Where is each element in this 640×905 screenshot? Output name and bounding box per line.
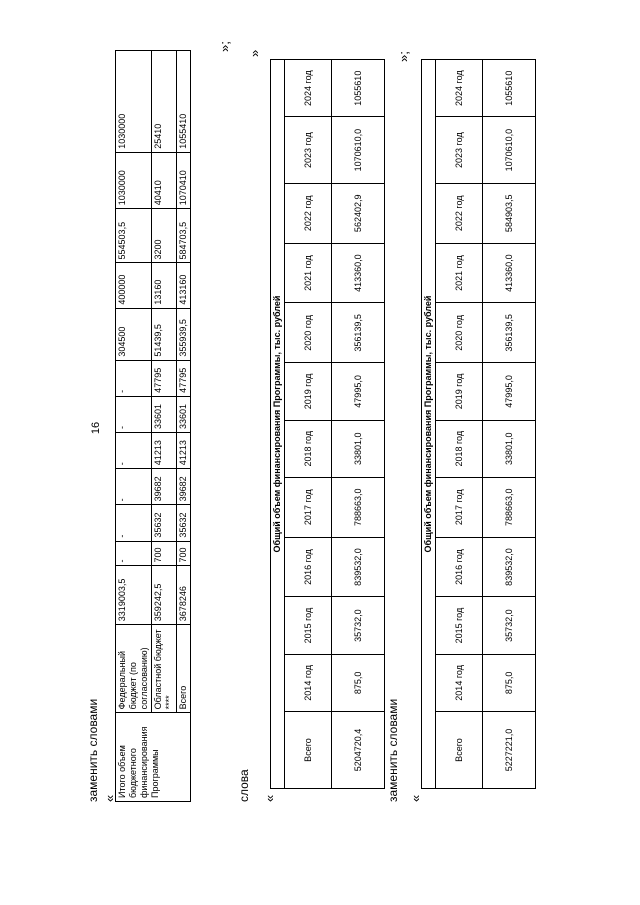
financing-table-old (270, 59, 385, 789)
header-row (436, 60, 483, 789)
table-cell: - (116, 433, 152, 469)
close-quote: »; (217, 41, 232, 52)
table-cell: 3319003,5 (116, 566, 152, 625)
caption-row (422, 60, 436, 789)
table-cell: 3200 (152, 209, 177, 263)
table-cell: 41213 (152, 433, 177, 469)
table-caption: Общий объем финансирования Программы, тыс. рублей (422, 60, 436, 789)
table-row (116, 51, 152, 802)
year-header: 2014 год (285, 654, 332, 711)
table-row (332, 60, 385, 789)
year-header: 2022 год (436, 183, 483, 243)
year-value: 788663,0 (332, 477, 385, 537)
close-quote: »; (396, 51, 411, 62)
year-header: 2014 год (436, 654, 483, 711)
row-label-total-budget: Итого объем бюджетного финансирования Программы (116, 713, 191, 802)
year-value: 47995,0 (483, 363, 536, 420)
instruction-words: слова (237, 769, 251, 802)
year-header: 2020 год (436, 303, 483, 363)
year-header: 2024 год (285, 60, 332, 117)
year-value: 1070610,0 (483, 117, 536, 184)
table-cell: 1055410 (177, 51, 191, 153)
header-row (285, 60, 332, 789)
year-header: 2015 год (436, 597, 483, 654)
caption-row (271, 60, 285, 789)
year-value: 788663,0 (483, 477, 536, 537)
table-cell: - (116, 469, 152, 505)
year-header: 2018 год (285, 420, 332, 477)
year-header: 2020 год (285, 303, 332, 363)
table-cell: 41213 (177, 433, 191, 469)
year-header: 2023 год (285, 117, 332, 184)
table-cell: 35632 (152, 505, 177, 541)
year-header: 2015 год (285, 597, 332, 654)
table-cell: 3678246 (177, 566, 191, 625)
table-cell: 700 (152, 541, 177, 566)
year-value: 35732,0 (483, 597, 536, 654)
year-value: 35732,0 (332, 597, 385, 654)
budget-table (115, 50, 191, 802)
year-value: 1055610 (483, 60, 536, 117)
year-value: 839532,0 (332, 537, 385, 597)
rotated-content (40, 22, 600, 862)
instruction-replace-with: заменить словами (86, 698, 100, 802)
total-header: Всего (285, 712, 332, 789)
open-quote: « (102, 794, 117, 802)
table-cell: 1030000 (116, 152, 152, 208)
table-cell: 304500 (116, 308, 152, 360)
table-cell: 554503,5 (116, 209, 152, 263)
funding-source: Федеральный бюджет (по согласованию) (116, 625, 152, 713)
table-cell: 1070410 (177, 152, 191, 208)
open-quote: « (262, 794, 277, 802)
table-cell: - (116, 360, 152, 396)
financing-table-new (421, 59, 536, 789)
year-value: 562402,9 (332, 183, 385, 243)
table-cell: 47795 (152, 360, 177, 396)
table-cell: 413160 (177, 263, 191, 308)
year-header: 2022 год (285, 183, 332, 243)
table-row (177, 51, 191, 802)
table-cell: - (116, 541, 152, 566)
year-value: 1070610,0 (332, 117, 385, 184)
year-header: 2021 год (285, 243, 332, 303)
year-value: 1055610 (332, 60, 385, 117)
table-row (483, 60, 536, 789)
funding-source: Областной бюджет **** (152, 625, 177, 713)
year-header: 2016 год (436, 537, 483, 597)
funding-source: Всего (177, 625, 191, 713)
year-value: 413360,0 (332, 243, 385, 303)
year-value: 839532,0 (483, 537, 536, 597)
close-quote: » (247, 49, 262, 57)
year-value: 356139,5 (332, 303, 385, 363)
open-quote: « (408, 794, 423, 802)
year-header: 2021 год (436, 243, 483, 303)
year-header: 2019 год (436, 363, 483, 420)
table-cell: 700 (177, 541, 191, 566)
year-value: 875,0 (332, 654, 385, 711)
table-cell: 359242,5 (152, 566, 177, 625)
table-row (152, 51, 177, 802)
table-cell: 35632 (177, 505, 191, 541)
year-header: 2024 год (436, 60, 483, 117)
table-cell: 25410 (152, 51, 177, 153)
table-caption: Общий объем финансирования Программы, тыс. рублей (271, 60, 285, 789)
year-value: 33801,0 (483, 420, 536, 477)
year-header: 2018 год (436, 420, 483, 477)
year-value: 584903,5 (483, 183, 536, 243)
table-cell: 584703,5 (177, 209, 191, 263)
instruction-replace-with: заменить словами (386, 698, 400, 802)
total-value: 5204720,4 (332, 712, 385, 789)
year-value: 47995,0 (332, 363, 385, 420)
year-header: 2016 год (285, 537, 332, 597)
year-value: 33801,0 (332, 420, 385, 477)
table-cell: 39682 (152, 469, 177, 505)
table-cell: 40410 (152, 152, 177, 208)
table-cell: 13160 (152, 263, 177, 308)
year-header: 2023 год (436, 117, 483, 184)
table-cell: 47795 (177, 360, 191, 396)
year-value: 413360,0 (483, 243, 536, 303)
page-number: 16 (90, 421, 102, 435)
year-header: 2017 год (436, 477, 483, 537)
table-cell: 51439,5 (152, 308, 177, 360)
table-cell: 355939,5 (177, 308, 191, 360)
table-cell: 33601 (177, 396, 191, 432)
table-cell: - (116, 396, 152, 432)
year-header: 2017 год (285, 477, 332, 537)
year-header: 2019 год (285, 363, 332, 420)
year-value: 875,0 (483, 654, 536, 711)
total-value: 5227221,0 (483, 712, 536, 789)
total-header: Всего (436, 712, 483, 789)
table-cell: 400000 (116, 263, 152, 308)
table-cell: - (116, 505, 152, 541)
year-value: 356139,5 (483, 303, 536, 363)
table-cell: 33601 (152, 396, 177, 432)
table-cell: 1030000 (116, 51, 152, 153)
table-cell: 39682 (177, 469, 191, 505)
